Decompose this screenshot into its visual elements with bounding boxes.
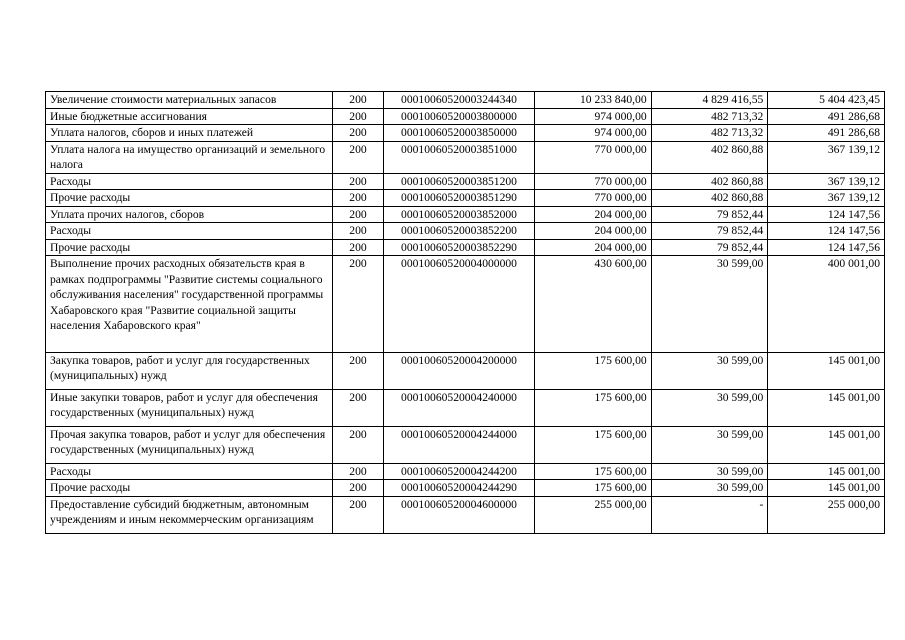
row-executed: 402 860,88 bbox=[651, 190, 768, 207]
row-approved: 255 000,00 bbox=[535, 496, 652, 533]
row-executed: 30 599,00 bbox=[651, 463, 768, 480]
row-name-text: Выполнение прочих расходных обязательств края в рамках подпрограммы "Развитие системы социального обслуживания населения" государственной программы Хабаровского края "Развитие социальной защиты населения Хабаровского края" bbox=[50, 257, 324, 332]
table-row bbox=[46, 190, 885, 207]
table-row bbox=[46, 426, 885, 463]
budget-table bbox=[45, 91, 885, 534]
table-row bbox=[46, 141, 885, 173]
row-kbk: 00010060520004244200 bbox=[384, 463, 535, 480]
row-executed: 30 599,00 bbox=[651, 389, 768, 426]
row-unexecuted: 124 147,56 bbox=[768, 223, 885, 240]
table-row bbox=[46, 239, 885, 256]
row-executed: 79 852,44 bbox=[651, 223, 768, 240]
row-unexecuted: 400 001,00 bbox=[768, 256, 885, 353]
row-kbk: 00010060520004000000 bbox=[384, 256, 535, 353]
row-code: 200 bbox=[333, 92, 384, 109]
row-kbk: 00010060520003851200 bbox=[384, 173, 535, 190]
row-executed: 30 599,00 bbox=[651, 352, 768, 389]
row-code: 200 bbox=[333, 480, 384, 497]
row-kbk: 00010060520004240000 bbox=[384, 389, 535, 426]
row-approved: 974 000,00 bbox=[535, 125, 652, 142]
table-row bbox=[46, 352, 885, 389]
row-unexecuted: 145 001,00 bbox=[768, 426, 885, 463]
row-kbk: 00010060520003852000 bbox=[384, 206, 535, 223]
row-executed: 30 599,00 bbox=[651, 480, 768, 497]
row-approved: 175 600,00 bbox=[535, 389, 652, 426]
row-approved: 770 000,00 bbox=[535, 141, 652, 173]
row-executed: 4 829 416,55 bbox=[651, 92, 768, 109]
row-code: 200 bbox=[333, 108, 384, 125]
row-code: 200 bbox=[333, 239, 384, 256]
table-row bbox=[46, 463, 885, 480]
row-executed: 402 860,88 bbox=[651, 173, 768, 190]
row-name: Расходы bbox=[46, 463, 333, 480]
row-name: Прочие расходы bbox=[46, 480, 333, 497]
row-kbk: 00010060520003852200 bbox=[384, 223, 535, 240]
row-kbk: 00010060520004244000 bbox=[384, 426, 535, 463]
row-kbk: 00010060520004244290 bbox=[384, 480, 535, 497]
row-approved: 770 000,00 bbox=[535, 173, 652, 190]
row-name-text: Закупка товаров, работ и услуг для государственных (муниципальных) нужд bbox=[50, 353, 310, 382]
row-approved: 204 000,00 bbox=[535, 206, 652, 223]
row-approved: 10 233 840,00 bbox=[535, 92, 652, 109]
row-executed: 482 713,32 bbox=[651, 108, 768, 125]
row-name: Расходы bbox=[46, 223, 333, 240]
table-row bbox=[46, 173, 885, 190]
row-executed: 482 713,32 bbox=[651, 125, 768, 142]
row-unexecuted: 145 001,00 bbox=[768, 389, 885, 426]
row-unexecuted: 145 001,00 bbox=[768, 480, 885, 497]
row-code: 200 bbox=[333, 463, 384, 480]
row-kbk: 00010060520004600000 bbox=[384, 496, 535, 533]
row-approved: 770 000,00 bbox=[535, 190, 652, 207]
row-code: 200 bbox=[333, 141, 384, 173]
row-code: 200 bbox=[333, 496, 384, 533]
table-row bbox=[46, 92, 885, 109]
row-unexecuted: 145 001,00 bbox=[768, 463, 885, 480]
row-executed: 30 599,00 bbox=[651, 256, 768, 353]
row-unexecuted: 367 139,12 bbox=[768, 141, 885, 173]
row-unexecuted: 124 147,56 bbox=[768, 239, 885, 256]
row-approved: 204 000,00 bbox=[535, 223, 652, 240]
row-approved: 204 000,00 bbox=[535, 239, 652, 256]
table-row bbox=[46, 256, 885, 353]
row-code: 200 bbox=[333, 256, 384, 353]
row-unexecuted: 5 404 423,45 bbox=[768, 92, 885, 109]
row-approved: 175 600,00 bbox=[535, 352, 652, 389]
row-name: Иные бюджетные ассигнования bbox=[46, 108, 333, 125]
row-name bbox=[46, 352, 333, 389]
row-name bbox=[46, 496, 333, 533]
row-executed: 402 860,88 bbox=[651, 141, 768, 173]
row-code: 200 bbox=[333, 223, 384, 240]
row-kbk: 00010060520003850000 bbox=[384, 125, 535, 142]
row-approved: 430 600,00 bbox=[535, 256, 652, 353]
row-kbk: 00010060520004200000 bbox=[384, 352, 535, 389]
row-code: 200 bbox=[333, 426, 384, 463]
row-approved: 175 600,00 bbox=[535, 426, 652, 463]
row-executed: - bbox=[651, 496, 768, 533]
row-unexecuted: 367 139,12 bbox=[768, 173, 885, 190]
row-code: 200 bbox=[333, 389, 384, 426]
table-row bbox=[46, 480, 885, 497]
row-name: Расходы bbox=[46, 173, 333, 190]
row-name: Прочие расходы bbox=[46, 190, 333, 207]
table-row bbox=[46, 223, 885, 240]
row-name: Уплата прочих налогов, сборов bbox=[46, 206, 333, 223]
row-kbk: 00010060520003851000 bbox=[384, 141, 535, 173]
row-name: Увеличение стоимости материальных запасов bbox=[46, 92, 333, 109]
row-name-text: Иные закупки товаров, работ и услуг для обеспечения государственных (муниципальных) нужд bbox=[50, 390, 318, 419]
row-unexecuted: 124 147,56 bbox=[768, 206, 885, 223]
row-name bbox=[46, 389, 333, 426]
row-code: 200 bbox=[333, 173, 384, 190]
row-unexecuted: 367 139,12 bbox=[768, 190, 885, 207]
row-approved: 175 600,00 bbox=[535, 480, 652, 497]
row-name: Уплата налога на имущество организаций и земельного налога bbox=[46, 141, 333, 173]
row-name-text: Предоставление субсидий бюджетным, автономным учреждениям и иным некоммерческим организациям bbox=[50, 497, 314, 526]
row-name bbox=[46, 256, 333, 353]
table-row bbox=[46, 206, 885, 223]
row-name: Уплата налогов, сборов и иных платежей bbox=[46, 125, 333, 142]
row-kbk: 00010060520003851290 bbox=[384, 190, 535, 207]
row-code: 200 bbox=[333, 206, 384, 223]
row-kbk: 00010060520003852290 bbox=[384, 239, 535, 256]
row-kbk: 00010060520003800000 bbox=[384, 108, 535, 125]
row-executed: 79 852,44 bbox=[651, 239, 768, 256]
row-approved: 974 000,00 bbox=[535, 108, 652, 125]
row-name-text: Прочая закупка товаров, работ и услуг для обеспечения государственных (муниципальных) нужд bbox=[50, 427, 326, 456]
table-row bbox=[46, 389, 885, 426]
row-executed: 79 852,44 bbox=[651, 206, 768, 223]
row-approved: 175 600,00 bbox=[535, 463, 652, 480]
row-unexecuted: 255 000,00 bbox=[768, 496, 885, 533]
table-row bbox=[46, 496, 885, 533]
row-unexecuted: 491 286,68 bbox=[768, 125, 885, 142]
row-code: 200 bbox=[333, 352, 384, 389]
row-name: Прочие расходы bbox=[46, 239, 333, 256]
table-row bbox=[46, 125, 885, 142]
row-code: 200 bbox=[333, 190, 384, 207]
row-name bbox=[46, 426, 333, 463]
row-code: 200 bbox=[333, 125, 384, 142]
row-kbk: 00010060520003244340 bbox=[384, 92, 535, 109]
row-unexecuted: 145 001,00 bbox=[768, 352, 885, 389]
row-unexecuted: 491 286,68 bbox=[768, 108, 885, 125]
table-row bbox=[46, 108, 885, 125]
row-executed: 30 599,00 bbox=[651, 426, 768, 463]
